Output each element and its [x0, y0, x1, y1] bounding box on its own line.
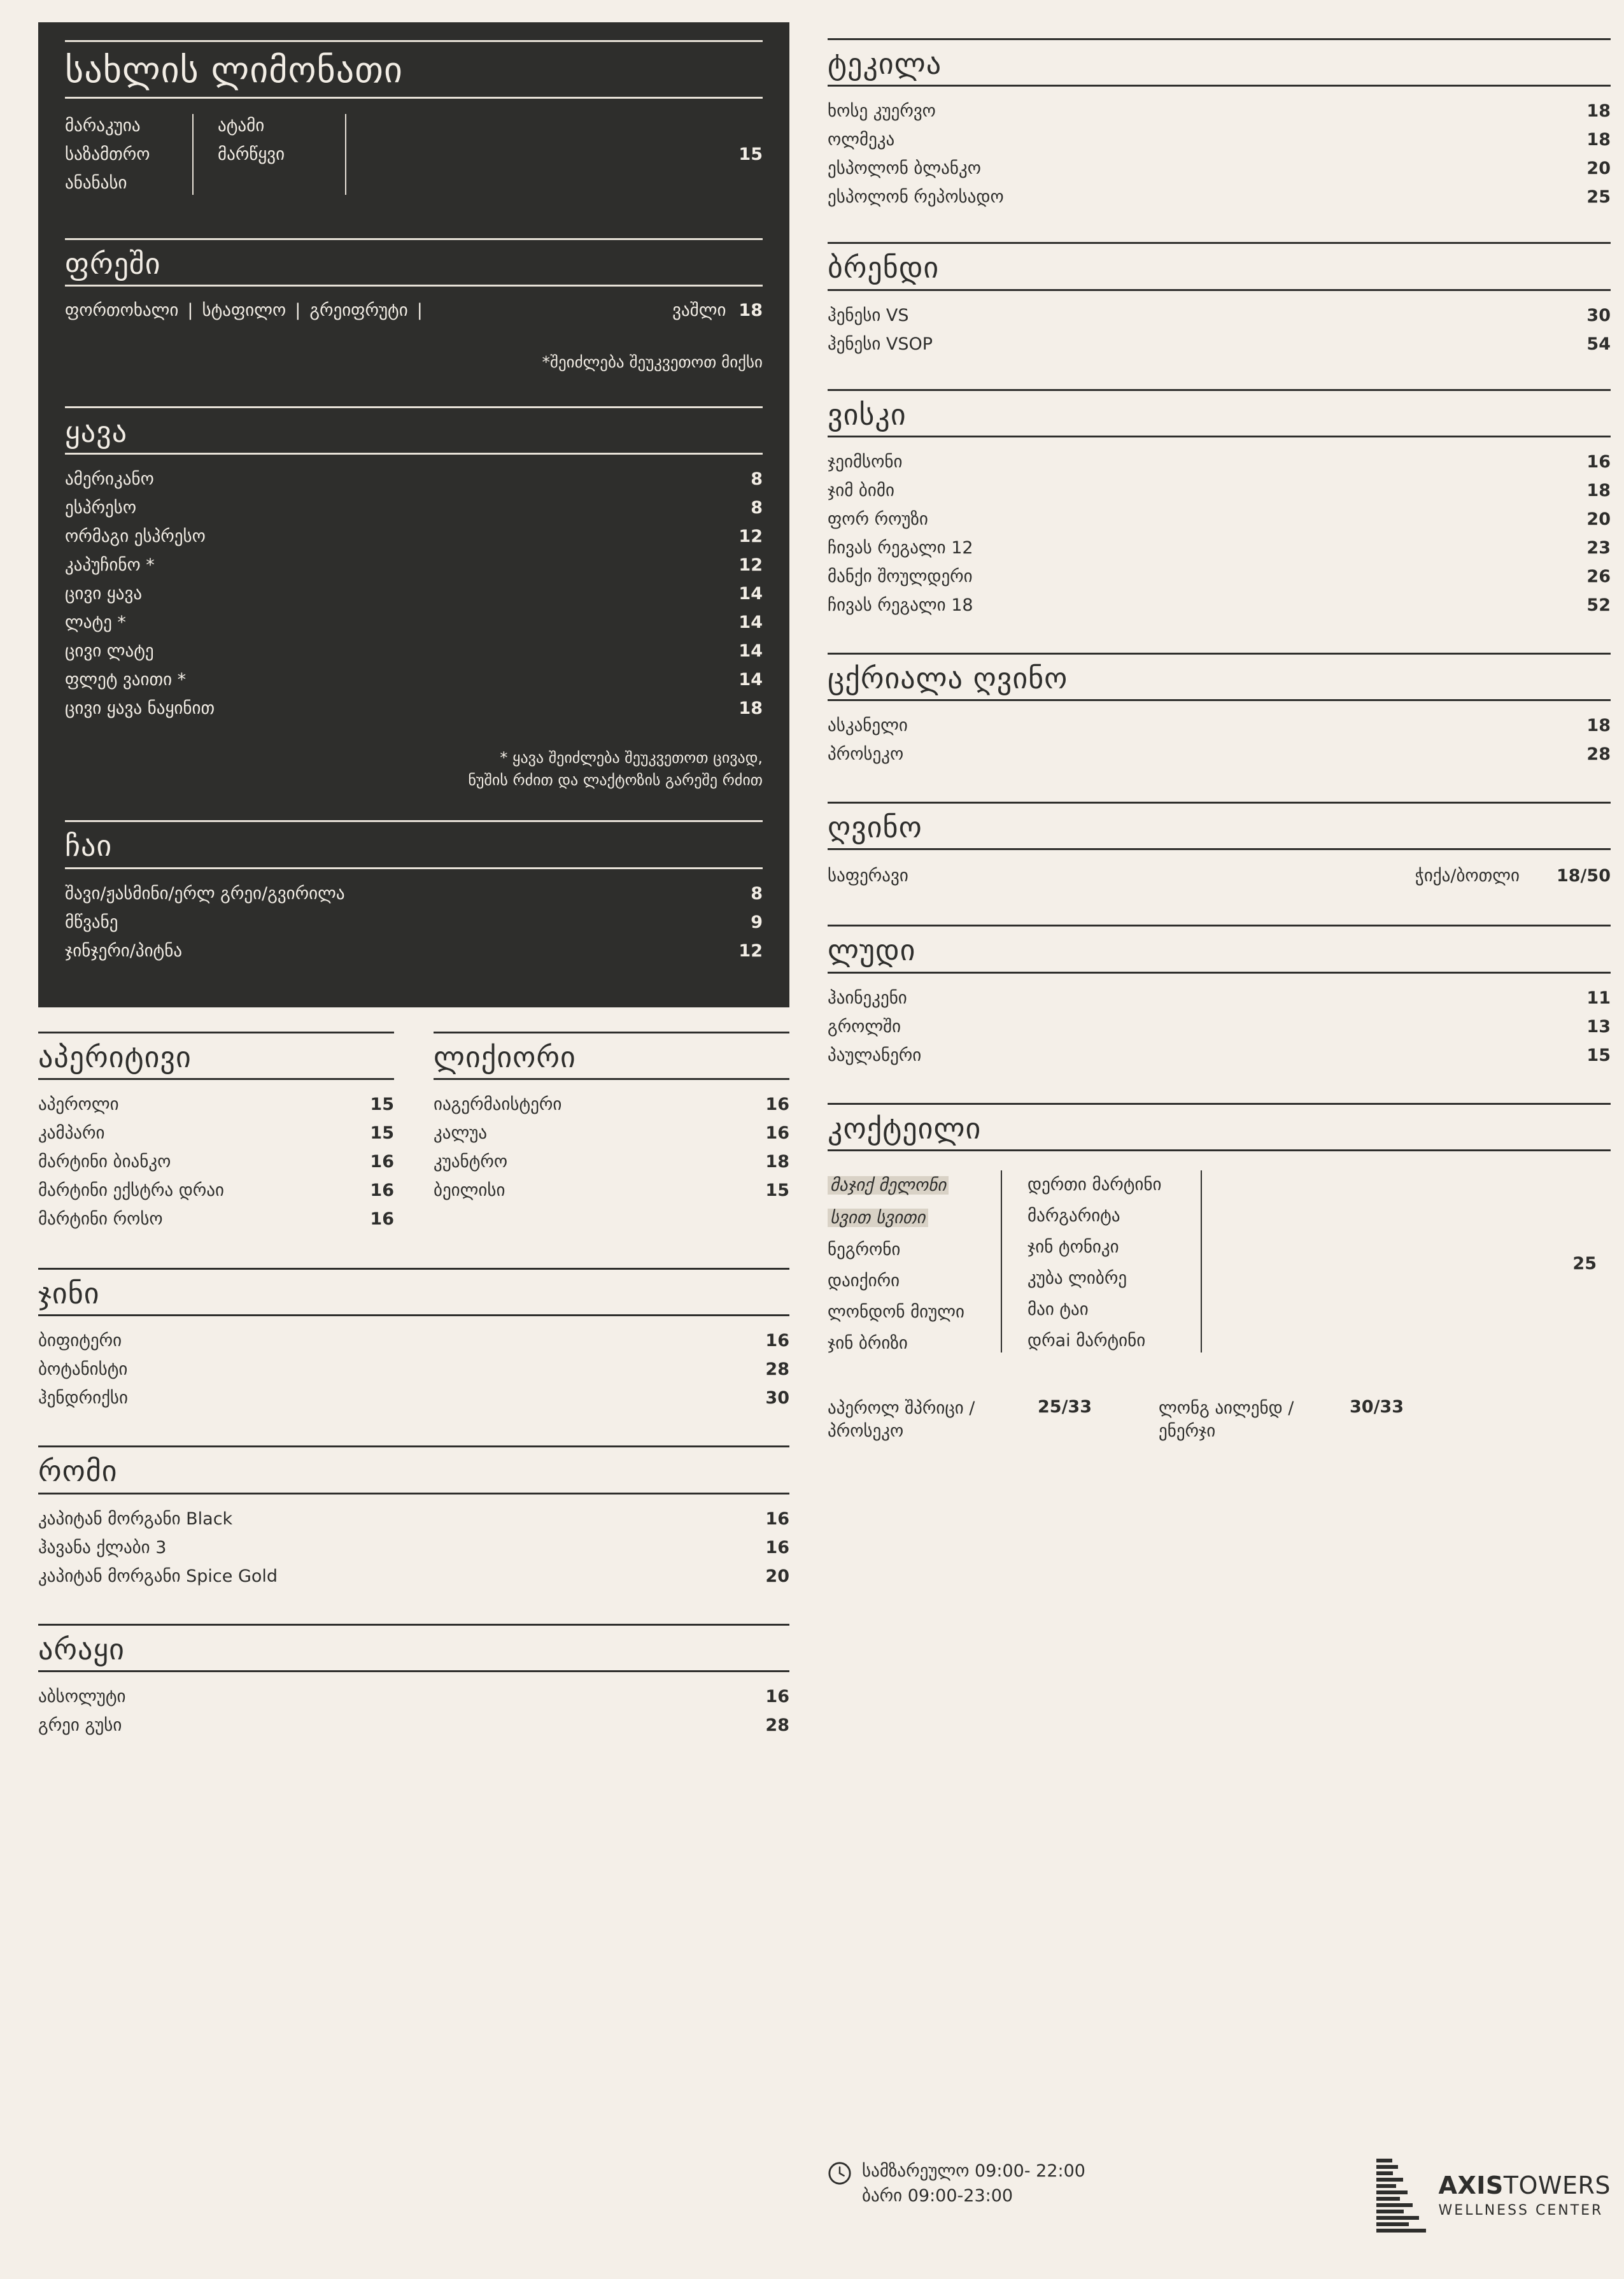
- logo: [1376, 2159, 1611, 2233]
- section-whisky: [828, 362, 1611, 620]
- cocktails-price: 25: [1572, 1254, 1597, 1274]
- item-name: ფლეტ ვაითი *: [65, 669, 187, 690]
- table-row: [38, 1326, 789, 1355]
- item-price: 25: [1586, 187, 1611, 208]
- table-row: [828, 301, 1611, 330]
- item-name: ჰენდრიქსი: [38, 1388, 128, 1409]
- item-name: ჰენესი VS: [828, 305, 909, 325]
- lemonade-col-2: [194, 111, 345, 197]
- item-name: ორმაგი ესპრესო: [65, 526, 206, 546]
- item-name: ლატე *: [65, 612, 126, 632]
- logo-towers: TOWERS: [1503, 2171, 1611, 2199]
- table-row: [828, 505, 1611, 534]
- item-name: შავი/ჟასმინი/ერლ გრეი/გვირილა: [65, 883, 345, 904]
- clock-icon: [828, 2161, 852, 2185]
- table-row: [828, 860, 1611, 891]
- coffee-note: [65, 723, 763, 797]
- item-name: ჯინჯერი/პიტნა: [65, 941, 183, 961]
- item-name: მარტინი ბიანკო: [38, 1151, 171, 1172]
- tea-rows: [65, 869, 763, 965]
- item-name: ფორ როუზი: [828, 509, 928, 529]
- pipe-separator: |: [187, 301, 194, 321]
- table-row: [38, 1384, 789, 1412]
- item-name: ჩივას რეგალი 12: [828, 537, 973, 558]
- item-price: 16: [765, 1123, 789, 1143]
- list-item: საზამთრო: [65, 145, 150, 165]
- item-name: ასკანელი: [828, 716, 908, 736]
- item-name: ესპრესო: [65, 497, 137, 518]
- fresh-note: *შეიძლება შეუკვეთოთ მიქსი: [542, 353, 763, 372]
- section-lemonade: [65, 40, 763, 197]
- aperitivi-rows: [38, 1080, 394, 1233]
- item-price: 16: [765, 1686, 789, 1707]
- item-name: აპეროლი: [38, 1094, 119, 1114]
- item-price: 14: [738, 583, 763, 604]
- item-name: ბეილისი: [434, 1180, 505, 1200]
- liqueur-rows: [434, 1080, 789, 1205]
- table-row: [65, 637, 763, 665]
- section-tequila: [828, 38, 1611, 211]
- table-row: [65, 937, 763, 965]
- item-price: 18: [1586, 101, 1611, 122]
- item-name: საფერავი: [828, 866, 908, 886]
- item-name: იაგერმაისტერი: [434, 1094, 562, 1114]
- item-price: 12: [738, 555, 763, 575]
- list-item: მარწყვი: [218, 145, 285, 165]
- lemonade-grid: [65, 99, 763, 197]
- table-row: [65, 465, 763, 493]
- coffee-rows: [65, 455, 763, 723]
- gin-rows: [38, 1316, 789, 1412]
- list-item: გრეიფრუტი: [309, 301, 408, 321]
- item-name: გრეი გუსი: [38, 1715, 122, 1735]
- pipe-separator: |: [416, 301, 423, 321]
- logo-axis: AXIS: [1438, 2171, 1504, 2199]
- logo-wordmark: [1439, 2173, 1611, 2199]
- list-item: ატამი: [218, 116, 265, 136]
- item-name: კუანტრო: [434, 1151, 508, 1172]
- item-price: 16: [765, 1509, 789, 1529]
- table-row: [38, 1355, 789, 1384]
- item-name: კაპიტან მორგანი Black: [38, 1509, 233, 1529]
- cocktails-col-2: [1002, 1169, 1201, 1359]
- hours-kitchen: სამზარეულო 09:00- 22:00: [862, 2161, 1085, 2181]
- item-price: 8: [751, 883, 763, 904]
- cocktails-special-rows: [828, 1359, 1611, 1444]
- item-price: 30/33: [1350, 1396, 1404, 1417]
- section-title-sparkling-wine: ცქრიალა ღვინო: [828, 660, 1068, 695]
- item-name: ცივი ყავა: [65, 583, 143, 604]
- sparkling-rows: [828, 701, 1611, 769]
- list-item: სტაფილო: [202, 301, 286, 321]
- table-row: [828, 1012, 1611, 1041]
- list-item: მარგარიტა: [1027, 1205, 1120, 1226]
- table-row: [828, 562, 1611, 591]
- item-name: ბიფიტერი: [38, 1331, 122, 1351]
- item-name: გროლში: [828, 1016, 901, 1037]
- brandy-rows: [828, 291, 1611, 359]
- section-gin: [38, 1233, 789, 1412]
- hours-text: [862, 2159, 1085, 2208]
- item-price: 26: [1586, 566, 1611, 586]
- cocktails-grid: [828, 1151, 1611, 1359]
- coffee-note-line-1: * ყავა შეიძლება შეუკვეთოთ ცივად,: [500, 748, 763, 767]
- list-item: დაიქირი: [828, 1270, 900, 1291]
- table-row: [65, 551, 763, 579]
- item-price: 28: [765, 1715, 789, 1735]
- table-row: [434, 1176, 789, 1205]
- table-row: [828, 1041, 1611, 1070]
- item-price: 28: [1586, 744, 1611, 765]
- item-name: პაულანერი: [828, 1045, 922, 1065]
- item-name: მანქი შოულდერი: [828, 566, 973, 586]
- section-title-lemonade: სახლის ლიმონათი: [65, 50, 404, 91]
- item-name: მარტინი როსო: [38, 1209, 163, 1229]
- table-row: [434, 1090, 789, 1119]
- section-cocktails: [828, 1074, 1611, 1444]
- list-item: ჯინ ტონიკი: [1027, 1237, 1119, 1257]
- item-name: ამერიკანო: [65, 469, 154, 489]
- list-item: ჯინ ბრიზი: [828, 1333, 908, 1353]
- section-title-tequila: ტეკილა: [828, 46, 942, 81]
- item-price: 14: [738, 612, 763, 632]
- item-price: 14: [738, 641, 763, 661]
- item-price: 23: [1586, 537, 1611, 558]
- section-title-arak: არაყი: [38, 1631, 125, 1666]
- footer: [828, 2159, 1611, 2233]
- list-item: ლონდონ მიული: [828, 1302, 964, 1322]
- dark-panel: [38, 22, 789, 1007]
- item-name: კაპიტან მორგანი Spice Gold: [38, 1566, 278, 1586]
- item-price: 20: [1586, 159, 1611, 179]
- table-row: [828, 183, 1611, 211]
- item-price: 18: [1586, 716, 1611, 736]
- section-title-whisky: ვისკი: [828, 397, 907, 432]
- section-title-brandy: ბრენდი: [828, 250, 940, 285]
- table-row: [38, 1176, 394, 1205]
- item-price: 8: [751, 497, 763, 518]
- table-row: [65, 908, 763, 937]
- list-item: [828, 1169, 1001, 1202]
- cocktail-name-highlighted: სვით სვითი: [828, 1209, 928, 1227]
- tequila-rows: [828, 87, 1611, 211]
- item-price: 14: [738, 669, 763, 690]
- duo-headers: [38, 1032, 789, 1233]
- cocktail-name-highlighted: მაჯიქ მელონი: [828, 1176, 949, 1195]
- coffee-note-line-2: ნუშის რძით და ლაქტოზის გარეშე რძით: [468, 770, 763, 789]
- list-item: [828, 1202, 1001, 1234]
- section-title-rum: რომი: [38, 1454, 118, 1489]
- item-name: ესპოლონ ბლანკო: [828, 159, 981, 179]
- item-name: აპეროლ შპრიცი / პროსეკო: [828, 1398, 975, 1442]
- table-row: [828, 476, 1611, 505]
- table-row: [65, 522, 763, 551]
- whisky-rows: [828, 437, 1611, 620]
- item-name: ლონგ აილენდ / ენერჯი: [1159, 1398, 1294, 1442]
- hours-bar: ბარი 09:00-23:00: [862, 2186, 1013, 2206]
- logo-text: [1439, 2173, 1611, 2219]
- item-price: 16: [370, 1209, 394, 1229]
- logo-subtitle: WELLNESS CENTER: [1438, 2203, 1604, 2219]
- lemonade-col-1: [65, 111, 192, 197]
- list-item: მარაკუია: [65, 116, 141, 136]
- table-row: [828, 591, 1611, 620]
- table-row: [828, 534, 1611, 562]
- list-item: მაი ტაი: [1027, 1299, 1089, 1319]
- section-title-wine: ღვინო: [828, 810, 922, 845]
- item-name: ესპოლონ რეპოსადო: [828, 187, 1004, 208]
- section-title-coffee: ყავა: [65, 414, 128, 449]
- item-name: კამპარი: [38, 1123, 105, 1143]
- item-name: კალუა: [434, 1123, 488, 1143]
- table-row: [38, 1119, 394, 1147]
- item-price: 18: [1586, 130, 1611, 150]
- liqueur-header: [434, 1032, 789, 1233]
- table-row: [38, 1090, 394, 1119]
- item-price: 25/33: [1038, 1396, 1092, 1417]
- item-price: 20: [1586, 509, 1611, 529]
- list-item: ნეგრონი: [828, 1239, 901, 1260]
- section-title-beer: ლუდი: [828, 933, 916, 968]
- item-name: ჰენესი VSOP: [828, 334, 933, 354]
- item-price: 13: [1586, 1016, 1611, 1037]
- table-row: [65, 579, 763, 608]
- item-price: 18: [1586, 480, 1611, 501]
- table-row: [38, 1205, 394, 1233]
- item-price: 28: [765, 1360, 789, 1380]
- wine-rows: [828, 850, 1611, 891]
- section-title-liqueur: ლიქიორი: [434, 1039, 576, 1074]
- item-price: 52: [1586, 595, 1611, 615]
- item-price: 15: [370, 1094, 394, 1114]
- section-title-aperitivi: აპერიტივი: [38, 1039, 192, 1074]
- arak-rows: [38, 1672, 789, 1740]
- table-row: [828, 740, 1611, 769]
- table-row: [65, 665, 763, 694]
- fresh-row: [65, 287, 763, 323]
- item-name: კაპუჩინო *: [65, 555, 155, 575]
- lemonade-price: 15: [738, 145, 763, 165]
- section-title-tea: ჩაი: [65, 828, 113, 863]
- list-item: კუბა ლიბრე: [1027, 1268, 1127, 1288]
- table-row: [828, 448, 1611, 476]
- item-price: 16: [765, 1094, 789, 1114]
- item-price: 15: [765, 1180, 789, 1200]
- cocktails-col-1: [828, 1169, 1001, 1359]
- item-price: 54: [1586, 334, 1611, 354]
- item-name: ცივი ლატე: [65, 641, 154, 661]
- item-price: 30: [765, 1388, 789, 1409]
- item-price: 8: [751, 469, 763, 489]
- list-item: დრai მარტინი: [1027, 1330, 1146, 1351]
- item-price: 16: [765, 1537, 789, 1558]
- section-aperitivi-liqueur: [38, 1007, 789, 1233]
- table-row: [38, 1562, 789, 1591]
- table-row: [65, 493, 763, 522]
- rum-rows: [38, 1494, 789, 1591]
- table-row: [38, 1711, 789, 1740]
- table-row: [65, 694, 763, 723]
- table-row: [38, 1505, 789, 1533]
- list-item: ანანასი: [65, 173, 127, 194]
- item-price: 12: [738, 526, 763, 546]
- list-item: ვაშლი: [672, 301, 726, 321]
- item-name: ჯიმ ბიმი: [828, 480, 894, 501]
- opening-hours: [828, 2159, 1085, 2208]
- item-price: 16: [370, 1151, 394, 1172]
- item-price: 15: [370, 1123, 394, 1143]
- item-price: 20: [765, 1566, 789, 1586]
- item-name: აბსოლუტი: [38, 1686, 126, 1707]
- section-title-fresh: ფრეში: [65, 246, 161, 281]
- aperitivi-header: [38, 1032, 394, 1233]
- section-brandy: [828, 215, 1611, 358]
- table-row: [434, 1119, 789, 1147]
- section-rum: [38, 1416, 789, 1590]
- section-sparkling-wine: [828, 623, 1611, 769]
- table-row: [38, 1533, 789, 1562]
- beer-rows: [828, 974, 1611, 1070]
- item-name: მარტინი ექსტრა დრაი: [38, 1180, 224, 1200]
- list-item: დერთი მარტინი: [1027, 1174, 1162, 1195]
- section-fresh: [65, 201, 763, 380]
- logo-bars-icon: [1376, 2159, 1426, 2233]
- table-row: [828, 711, 1611, 740]
- table-row: [828, 154, 1611, 183]
- table-row: [38, 1682, 789, 1711]
- pipe-separator: |: [295, 301, 301, 321]
- section-arak: [38, 1594, 789, 1740]
- section-title-cocktails: კოქტეილი: [828, 1111, 982, 1146]
- section-tea: [65, 800, 763, 965]
- item-price: 11: [1586, 988, 1611, 1008]
- table-row: [828, 125, 1611, 154]
- fresh-price: 18: [738, 301, 763, 321]
- right-column: [828, 38, 1611, 1447]
- item-name: ჰაინეკენი: [828, 988, 907, 1008]
- item-name: ჰავანა ქლაბი 3: [38, 1537, 167, 1558]
- table-row: [828, 97, 1611, 125]
- item-price: 18: [738, 698, 763, 718]
- item-price: 16: [370, 1180, 394, 1200]
- item-price: 18/50: [1556, 866, 1611, 886]
- list-item: ფორთოხალი: [65, 301, 179, 321]
- item-price: 15: [1586, 1045, 1611, 1065]
- item-price: 18: [765, 1151, 789, 1172]
- item-name: მწვანე: [65, 912, 118, 932]
- table-row: [65, 879, 763, 908]
- section-wine: [828, 772, 1611, 891]
- item-price: 16: [1586, 451, 1611, 472]
- item-name: ჩივას რეგალი 18: [828, 595, 973, 615]
- item-name: ხოსე კუერვო: [828, 101, 936, 122]
- section-beer: [828, 895, 1611, 1069]
- item-name: ცივი ყავა ნაყინით: [65, 698, 215, 718]
- item-price: 30: [1586, 305, 1611, 325]
- item-name: ჯეიმსონი: [828, 451, 903, 472]
- section-title-gin: ჯინი: [38, 1275, 100, 1310]
- table-row: [38, 1147, 394, 1176]
- section-coffee: [65, 383, 763, 797]
- item-serving: ჭიქა/ბოთლი: [1415, 866, 1520, 886]
- table-row: [65, 608, 763, 637]
- left-column: [38, 0, 789, 1743]
- item-name: ბოტანისტი: [38, 1360, 128, 1380]
- item-price: 12: [738, 941, 763, 961]
- item-price: 16: [765, 1331, 789, 1351]
- item-name: პროსეკო: [828, 744, 904, 765]
- item-name: ოლმეკა: [828, 130, 895, 150]
- table-row: [828, 984, 1611, 1012]
- table-row: [434, 1147, 789, 1176]
- item-price: 9: [751, 912, 763, 932]
- table-row: [828, 330, 1611, 359]
